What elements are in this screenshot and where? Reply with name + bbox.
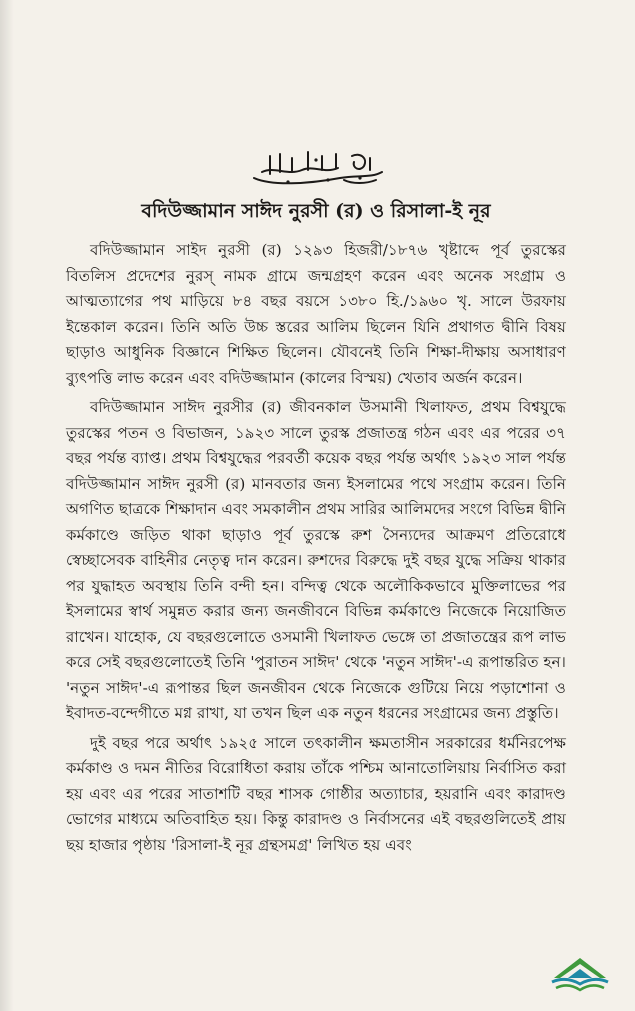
paragraph-2: বদিউজ্জামান সাঈদ নুরসীর (র) জীবনকাল উসমানী খিলাফত, প্রথম বিশ্বযুদ্ধে তুরস্কের পতন ও বিভাজন, ১৯২৩ সালে তুরস্ক প্রজাতন্ত্র গঠন এবং এর পরের ৩৭ বছর পর্যন্ত ব্যাপ্ত। প্রথম বিশ্বযুদ্ধের পরবর্তী কয়েক বছর পর্যন্ত অর্থাৎ ১৯২৩ সাল পর্যন্ত বদিউজ্জামান সাঈদ নুরসী (র) মানবতার জন্য ইসলামের পথে সংগ্রাম করেন। তিনি অগণিত ছাত্রকে শিক্ষাদান এবং সমকালীন প্রথম সারির আলিমদের সংগে বিভিন্ন দ্বীনি কর্মকাণ্ডে জড়িত থাকা ছাড়াও পূর্ব তুরস্কে রুশ সৈন্যদের আক্রমণ প্রতিরোধে স্বেচ্ছাসেবক বাহিনীর নেতৃত্ব দান করেন। রুশদের বিরুদ্ধে দুই বছর যুদ্ধে সক্রিয় থাকার পর যুদ্ধাহত অবস্থায় তিনি বন্দী হন। বন্দিত্ব থেকে অলৌকিকভাবে মুক্তিলাভের পর ইসলামের স্বার্থ সমুন্নত করার জন্য জনজীবনে বিভিন্ন কর্মকাণ্ডে নিজেকে নিয়োজিত রাখেন। যাহোক, যে বছরগুলোতে ওসমানী খিলাফত ভেঙ্গে তা প্রজাতন্ত্রের রূপ লাভ করে সেই বছরগুলোতেই তিনি 'পুরাতন সাঈদ' থেকে 'নতুন সাঈদ'-এ রূপান্তরিত হন। 'নতুন সাঈদ'-এ রূপান্তর ছিল জনজীবন থেকে নিজেকে গুটিয়ে নিয়ে পড়াশোনা ও ইবাদত-বন্দেগীতে মগ্ন রাখা, যা তখন ছিল এক নতুন ধরনের সংগ্রামের জন্য প্রস্তুতি। xyxy=(66,398,566,722)
page-binding-shadow xyxy=(0,0,14,1011)
page-title: বদিউজ্জামান সাঈদ নুরসী (র) ও রিসালা-ই নূর xyxy=(141,200,491,222)
publisher-logo-icon xyxy=(548,948,612,994)
paragraph-3: দুই বছর পরে অর্থাৎ ১৯২৫ সালে তৎকালীন ক্ষমতাসীন সরকারের ধর্মনিরপেক্ষ কর্মকাণ্ড ও দমন নীতির বিরোধিতা করায় তাঁকে পশ্চিম আনাতোলিয়ায় নির্বাসিত করা হয় এবং এর পরের সাতাশটি বছর শাসক গোষ্ঠীর অত্যাচার, হয়রানি এবং কারাদণ্ড ভোগের মাধ্যমে অতিবাহিত হয়। কিন্তু কারাদণ্ড ও নির্বাসনের এই বছরগুলিতেই প্রায় ছয় হাজার পৃষ্ঠায় 'রিসালা-ই নূর গ্রন্থসমগ্র' লিখিত হয় এবং xyxy=(66,733,566,854)
article-body xyxy=(66,238,566,858)
paragraph-1: বদিউজ্জামান সাইদ নুরসী (র) ১২৯৩ হিজরী/১৮৭৬ খৃষ্টাব্দে পূর্ব তুরস্কের বিতলিস প্রদেশের নুরস্ নামক গ্রামে জন্মগ্রহণ করেন এবং অনেক সংগ্রাম ও আত্মত্যাগের পথ মাড়িয়ে ৮৪ বছর বয়সে ১৩৮০ হি./১৯৬০ খৃ. সালে উরফায় ইন্তেকাল করেন। তিনি অতি উচ্চ স্তরের আলিম ছিলেন যিনি প্রথাগত দ্বীনি বিষয় ছাড়াও আধুনিক বিজ্ঞানে শিক্ষিত ছিলেন। যৌবনেই তিনি শিক্ষা-দীক্ষায় অসাধারণ ব্যুৎপত্তি লাভ করেন এবং বদিউজ্জামান (কালের বিস্ময়) খেতাব অর্জন করেন। xyxy=(66,241,566,387)
arabic-calligraphy-icon xyxy=(248,148,388,188)
